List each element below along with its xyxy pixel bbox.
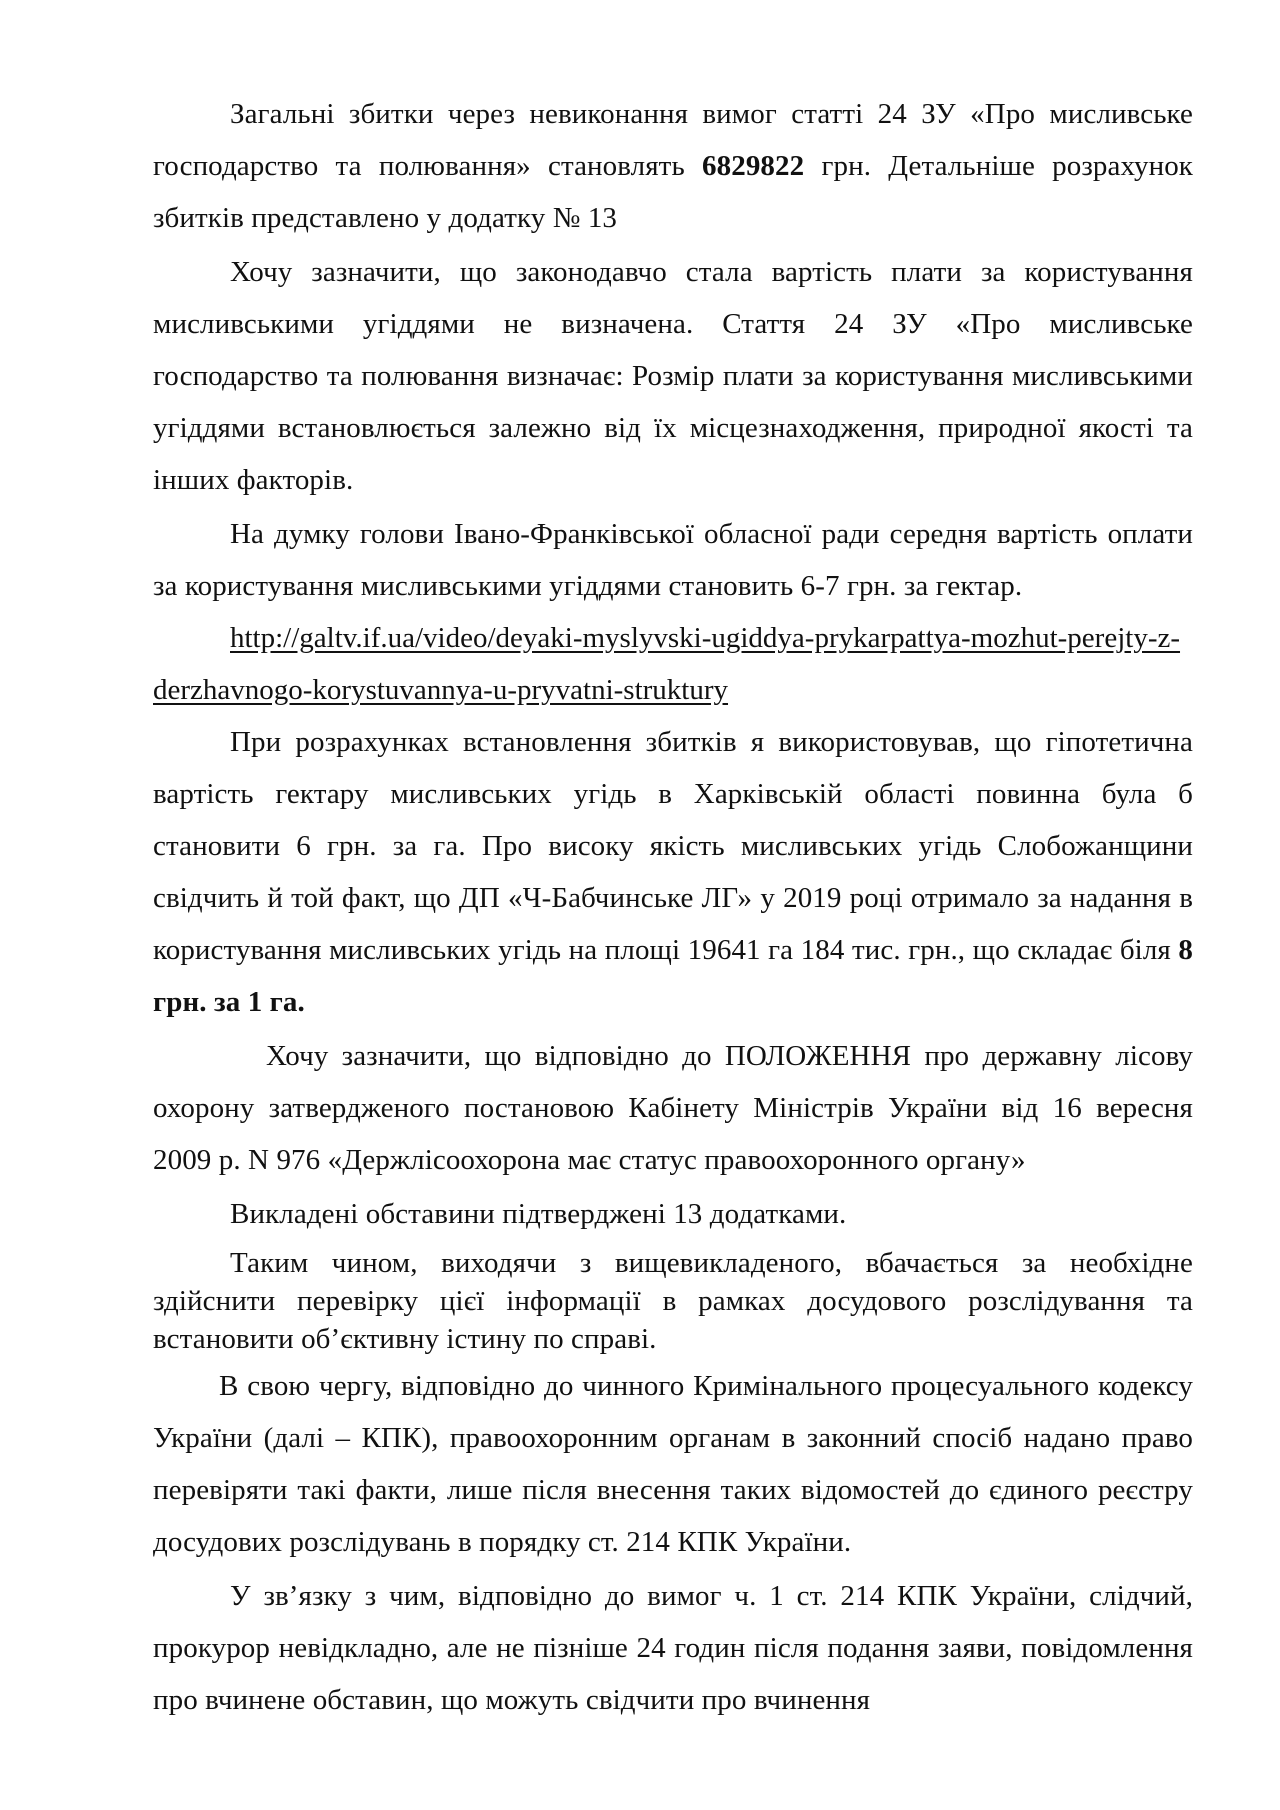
paragraph-average-cost: На думку голови Івано-Франківської обласної ради середня вартість оплати за користування мисливськими угіддями становить 6-7 грн. за гектар. — [153, 518, 1193, 602]
paragraph-kpk: В свою чергу, відповідно до чинного Кримінального процесуального кодексу України (далі – КПК), правоохоронним органам в законний спосіб надано право перевіряти такі факти, лише після внесення таких відомостей до єдиного реєстру досудових розслідувань в порядку ст. 214 КПК України. — [153, 1370, 1193, 1558]
paragraph-attachments: Викладені обставини підтверджені 13 додатками. — [230, 1198, 847, 1230]
damages-amount: 6829822 — [702, 150, 805, 182]
paragraph-text: грн. Детальніше розрахунок збитків представлено у додатку № 13 — [153, 150, 1193, 234]
paragraph-text: При розрахунках встановлення збитків я використовував, що гіпотетична вартість гектару мисливських угідь в Харківській області повинна була б становити 6 грн. за га. Про високу якість мисливських угідь Слобожанщини свідчить й той факт, що ДП «Ч-Бабчинське ЛГ» у 2019 році отримало за надання в користування мисливських угідь на площі 19641 га 184 тис. грн., що складає біля — [153, 726, 1193, 966]
source-link-paragraph — [153, 612, 1193, 716]
document-body — [153, 88, 1193, 1726]
paragraph-conclusion: Таким чином, виходячи з вищевикладеного, вбачається за необхідне здійснити перевірку цієї інформації в рамках досудового розслідування та встановити об’єктивну істину по справі. — [153, 1247, 1193, 1355]
paragraph-article-214: У зв’язку з чим, відповідно до вимог ч. 1 ст. 214 КПК України, слідчий, прокурор невідкладно, але не пізніше 24 годин після подання заяви, повідомлення про вчинене обставин, що можуть свідчити про вчинення — [153, 1580, 1193, 1716]
price-per-hectare: 8 грн. за 1 га. — [153, 934, 1193, 1018]
paragraph-damages-total — [153, 88, 1193, 244]
paragraph-calculation — [153, 716, 1193, 1028]
paragraph-text: Загальні збитки через невиконання вимог статті 24 ЗУ «Про мисливське господарство та полювання» становлять — [153, 98, 1193, 182]
paragraph-fee-not-defined: Хочу зазначити, що законодавчо стала вартість плати за користування мисливськими угіддями не визначена. Стаття 24 ЗУ «Про мисливське господарство та полювання визначає: Розмір плати за користування мисливськими угіддями встановлюється залежно від їх місцезнаходження, природної якості та інших факторів. — [153, 256, 1193, 496]
paragraph-regulation: Хочу зазначити, що відповідно до ПОЛОЖЕННЯ про державну лісову охорону затвердженого постановою Кабінету Міністрів України від 16 вересня 2009 р. N 976 «Держлісоохорона має статус правоохоронного органу» — [153, 1040, 1193, 1176]
source-link[interactable]: http://galtv.if.ua/video/deyaki-myslyvski-ugiddya-prykarpattya-mozhut-perejty-z-derzhavnogo-korystuvannya-u-pryvatni-struktury — [153, 622, 1181, 706]
